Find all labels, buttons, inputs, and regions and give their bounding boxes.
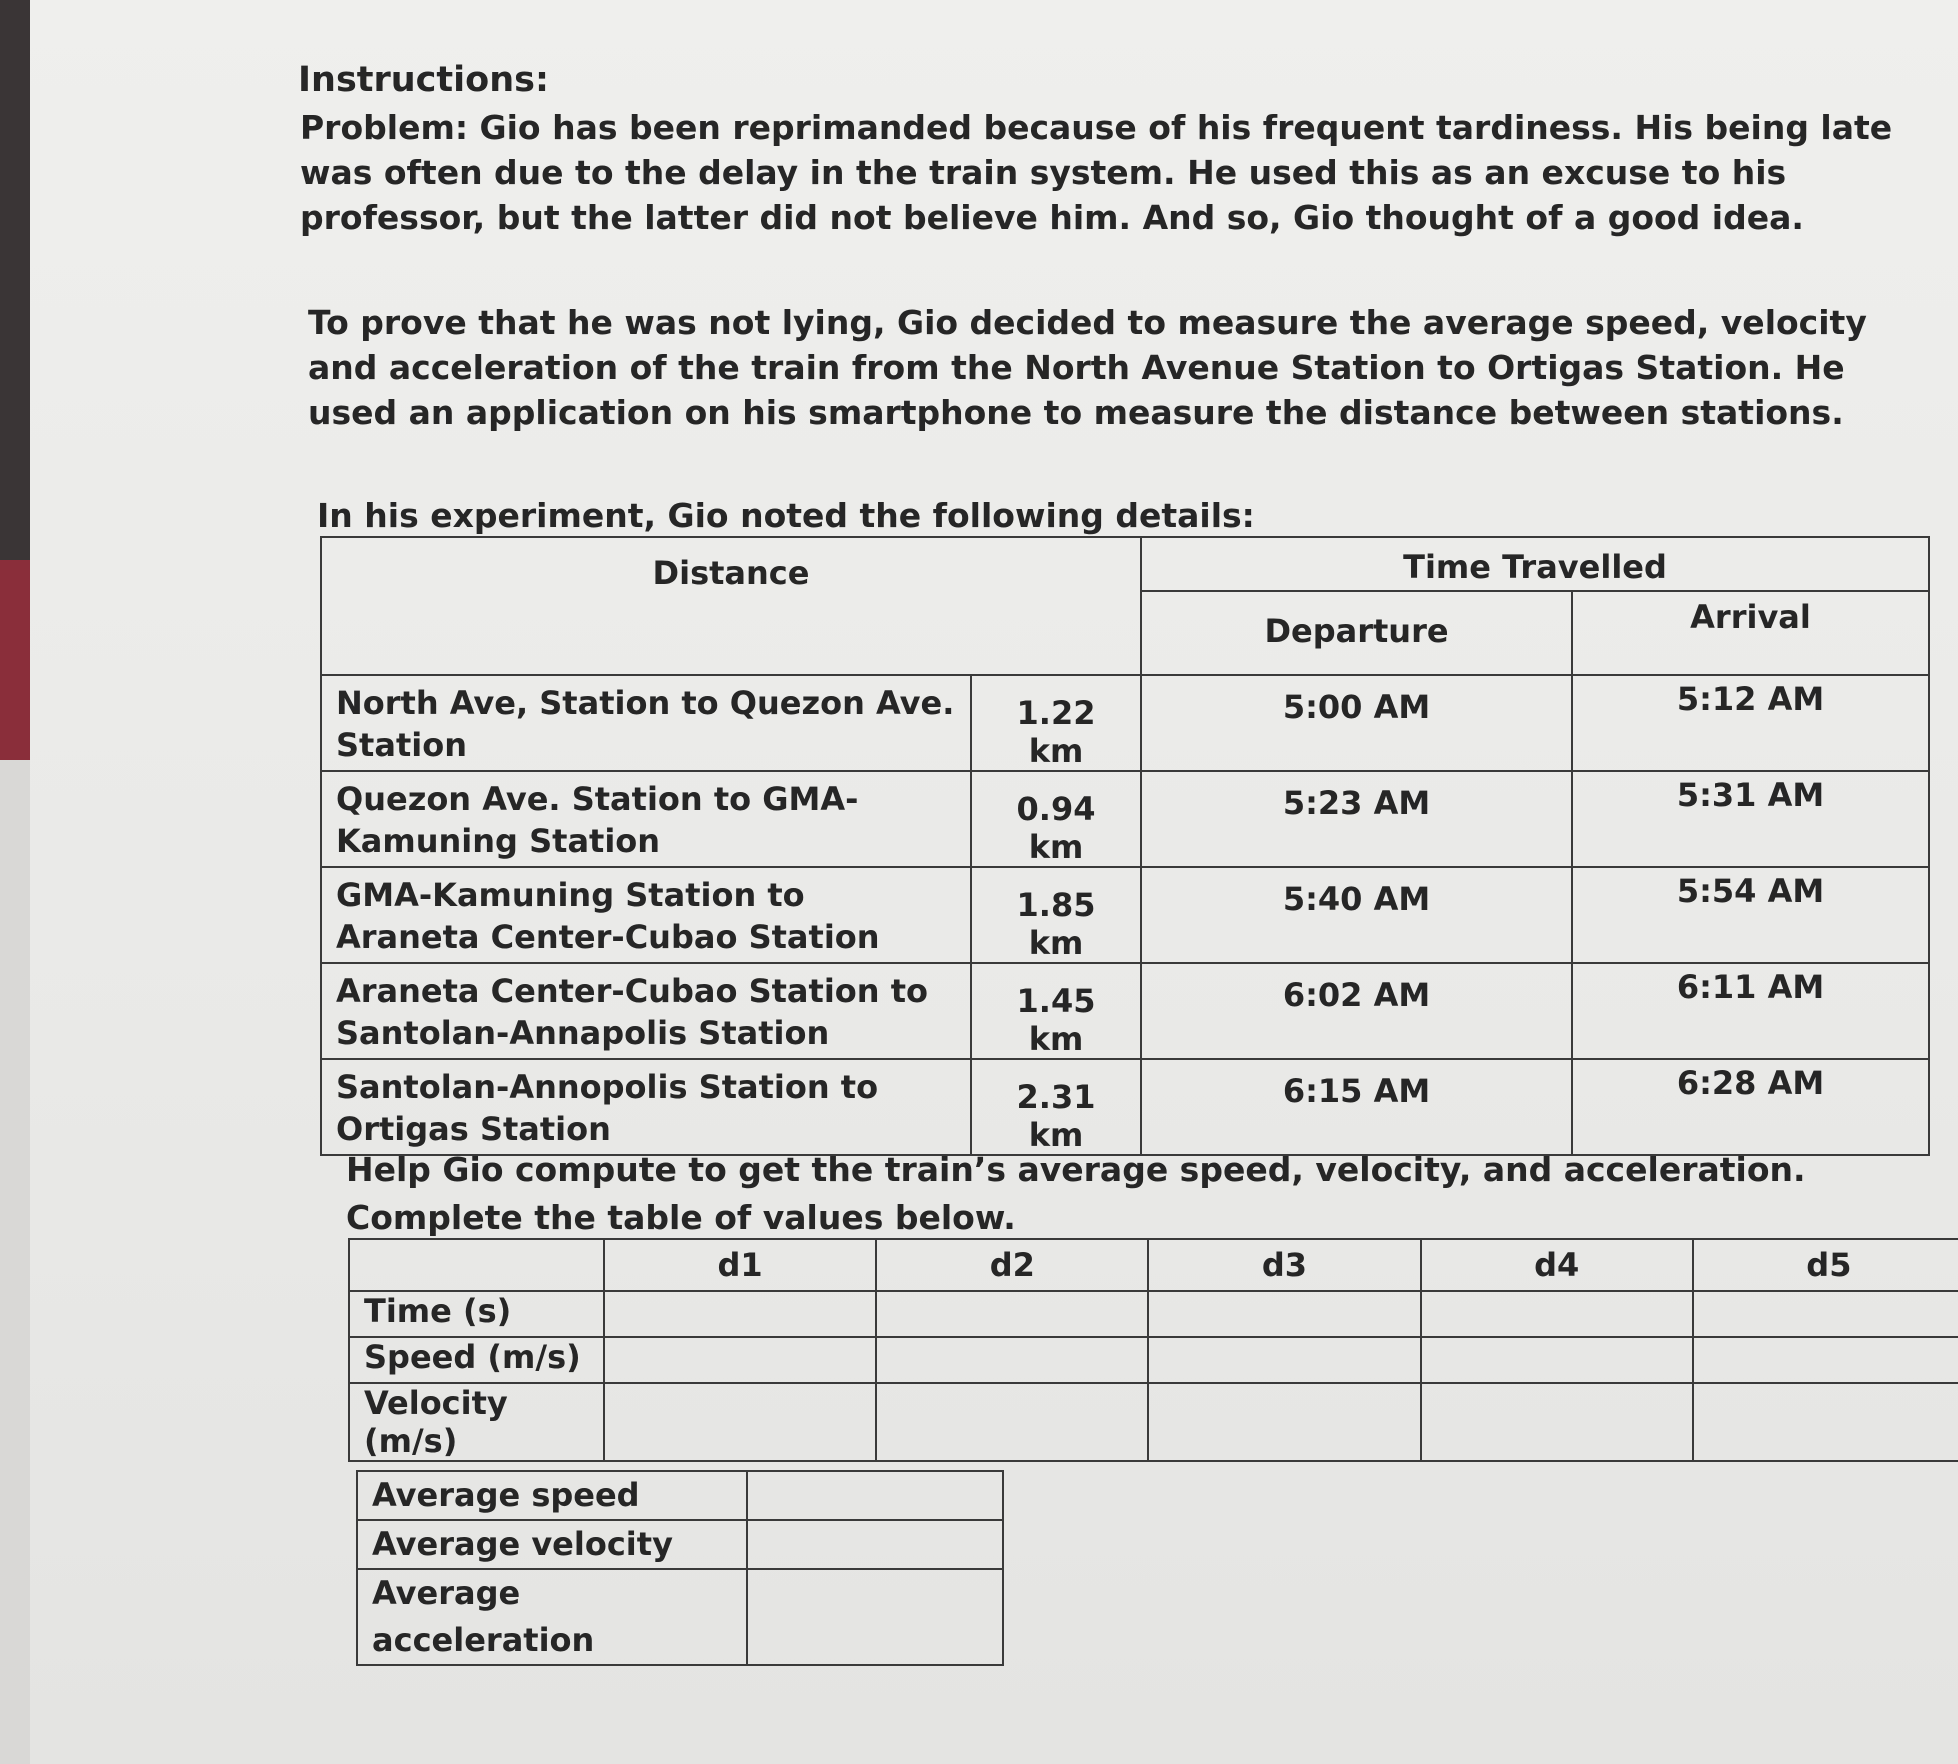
blank-cell[interactable] — [604, 1337, 876, 1383]
row-label-time: Time (s) — [349, 1291, 604, 1337]
average-acceleration-label: Average acceleration — [357, 1569, 747, 1665]
help-instruction: Help Gio compute to get the train’s average speed, velocity, and acceleration. — [346, 1150, 1806, 1189]
values-table — [348, 1238, 1958, 1462]
worksheet-page — [30, 0, 1958, 1764]
table-row — [321, 675, 1929, 771]
blank-cell[interactable] — [604, 1383, 876, 1461]
average-velocity-label: Average velocity — [357, 1520, 747, 1569]
departure-cell: 5:23 AM — [1141, 771, 1572, 867]
arrival-cell: 5:54 AM — [1572, 867, 1929, 963]
column-header-d4: d4 — [1421, 1239, 1693, 1291]
experiment-intro: In his experiment, Gio noted the following details: — [317, 496, 1255, 535]
table-row — [357, 1569, 1003, 1665]
table-row — [321, 1059, 1929, 1155]
blank-cell[interactable] — [747, 1471, 1003, 1520]
column-header-d1: d1 — [604, 1239, 876, 1291]
blank-cell[interactable] — [747, 1569, 1003, 1665]
blank-cell[interactable] — [876, 1291, 1148, 1337]
distance-cell: 1.45 km — [971, 963, 1141, 1059]
blank-cell[interactable] — [1421, 1291, 1693, 1337]
table-row — [357, 1471, 1003, 1520]
problem-paragraph: Problem: Gio has been reprimanded because of his frequent tardiness. His being late was often due to the delay in the train system. He used this as an excuse to his professor, but the latter did not believe him. And so, Gio thought of a good idea. — [300, 108, 1893, 237]
instructions-heading: Instructions: — [298, 60, 549, 100]
column-header-d5: d5 — [1693, 1239, 1958, 1291]
blank-cell[interactable] — [1148, 1383, 1420, 1461]
complete-instruction: Complete the table of values below. — [346, 1198, 1016, 1237]
corner-cell — [349, 1239, 604, 1291]
table-row — [321, 867, 1929, 963]
distance-cell: 1.85 km — [971, 867, 1141, 963]
blank-cell[interactable] — [876, 1383, 1148, 1461]
distance-cell: 2.31 km — [971, 1059, 1141, 1155]
blank-cell[interactable] — [1693, 1383, 1958, 1461]
departure-cell: 6:02 AM — [1141, 963, 1572, 1059]
experiment-table — [320, 536, 1930, 1156]
arrival-header: Arrival — [1572, 591, 1929, 675]
red-folder-edge — [0, 560, 30, 760]
distance-header: Distance — [321, 537, 1141, 675]
column-header-d2: d2 — [876, 1239, 1148, 1291]
table-row — [321, 771, 1929, 867]
route-cell: Araneta Center-Cubao Station to Santolan-Annapolis Station — [321, 963, 971, 1059]
departure-cell: 5:00 AM — [1141, 675, 1572, 771]
route-cell: Quezon Ave. Station to GMA-Kamuning Station — [321, 771, 971, 867]
route-cell: Santolan-Annopolis Station to Ortigas Station — [321, 1059, 971, 1155]
blank-cell[interactable] — [1693, 1337, 1958, 1383]
departure-cell: 6:15 AM — [1141, 1059, 1572, 1155]
averages-table — [356, 1470, 1004, 1666]
arrival-cell: 5:12 AM — [1572, 675, 1929, 771]
arrival-cell: 6:11 AM — [1572, 963, 1929, 1059]
blank-cell[interactable] — [1421, 1337, 1693, 1383]
blank-cell[interactable] — [1148, 1291, 1420, 1337]
row-label-velocity: Velocity (m/s) — [349, 1383, 604, 1461]
average-speed-label: Average speed — [357, 1471, 747, 1520]
time-travelled-header: Time Travelled — [1141, 537, 1929, 591]
route-cell: North Ave, Station to Quezon Ave. Station — [321, 675, 971, 771]
values-header-row — [349, 1239, 1958, 1291]
table-header-row — [321, 537, 1929, 591]
route-cell: GMA-Kamuning Station to Araneta Center-Cubao Station — [321, 867, 971, 963]
table-row — [357, 1520, 1003, 1569]
distance-cell: 1.22 km — [971, 675, 1141, 771]
arrival-cell: 5:31 AM — [1572, 771, 1929, 867]
blank-cell[interactable] — [1148, 1337, 1420, 1383]
table-row — [349, 1337, 1958, 1383]
blank-cell[interactable] — [604, 1291, 876, 1337]
prove-paragraph: To prove that he was not lying, Gio decided to measure the average speed, velocity and acceleration of the train from the North Avenue Station to Ortigas Station. He used an application on his smartphone to measure the distance between stations. — [308, 303, 1867, 432]
table-row — [349, 1383, 1958, 1461]
row-label-speed: Speed (m/s) — [349, 1337, 604, 1383]
blank-cell[interactable] — [747, 1520, 1003, 1569]
table-row — [349, 1291, 1958, 1337]
table-row — [321, 963, 1929, 1059]
distance-cell: 0.94 km — [971, 771, 1141, 867]
blank-cell[interactable] — [876, 1337, 1148, 1383]
arrival-cell: 6:28 AM — [1572, 1059, 1929, 1155]
blank-cell[interactable] — [1421, 1383, 1693, 1461]
departure-header: Departure — [1141, 591, 1572, 675]
departure-cell: 5:40 AM — [1141, 867, 1572, 963]
blank-cell[interactable] — [1693, 1291, 1958, 1337]
column-header-d3: d3 — [1148, 1239, 1420, 1291]
